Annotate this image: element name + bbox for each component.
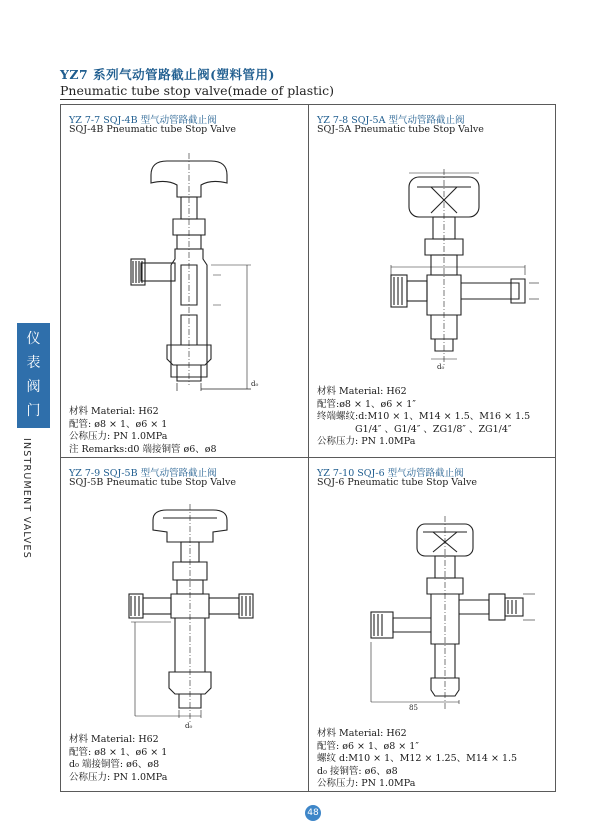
spec-pressure: 公称压力: PN 1.0MPa xyxy=(69,431,168,442)
dimension-label: d₀ xyxy=(185,722,193,730)
panel-title-cn: YZ 7-10 SQJ-6 型气动管路截止阀 xyxy=(317,468,464,479)
valve-drawing xyxy=(101,145,281,395)
spec-list xyxy=(317,386,530,449)
spec-list xyxy=(317,728,517,791)
spec-pressure: 公称压力: PN 1.0MPa xyxy=(317,436,416,447)
spec-thread: 终端螺纹:d:M10 × 1、M14 × 1.5、M16 × 1.5 xyxy=(317,411,531,422)
section-tab-char: 仪 xyxy=(26,331,41,347)
dimension-label: 85 xyxy=(409,704,418,712)
spec-pressure: 公称压力: PN 1.0MPa xyxy=(317,778,416,789)
spec-list xyxy=(69,406,217,456)
spec-pipe: 配管: ø8 × 1、ø6 × 1 xyxy=(69,418,168,430)
valve-drawing xyxy=(101,502,281,732)
spec-tube-end: d₀ 端接铜管: ø6、ø8 xyxy=(69,759,160,770)
spec-material: 材料 Material: H62 xyxy=(317,386,407,397)
spec-material: 材料 Material: H62 xyxy=(69,406,159,417)
spec-pipe: 配管: ø6 × 1、ø8 × 1″ xyxy=(317,740,419,752)
spec-remarks: 注 Remarks:d0 端接铜管 ø6、ø8 xyxy=(69,443,217,455)
panel-sqj-5b xyxy=(61,458,308,791)
product-grid xyxy=(60,104,556,792)
panel-sqj-5a xyxy=(309,105,555,457)
panel-title-cn: YZ 7-9 SQJ-5B 型气动管路截止阀 xyxy=(69,468,217,479)
panel-sqj-6 xyxy=(309,458,555,791)
valve-drawing xyxy=(369,165,549,375)
spec-list xyxy=(69,734,167,784)
spec-pipe: 配管:ø8 × 1、ø6 × 1″ xyxy=(317,398,416,410)
page-number: 48 xyxy=(305,805,321,821)
dimension-label: d₀ xyxy=(437,363,445,371)
spec-tube-end: d₀ 接铜管: ø6、ø8 xyxy=(317,765,398,777)
spec-pipe: 配管: ø8 × 1、ø6 × 1 xyxy=(69,746,168,758)
section-tab-char: 门 xyxy=(26,403,41,419)
section-tab-char: 表 xyxy=(26,355,41,371)
spec-thread-cont: G1/4″ 、G1/4″ 、ZG1/8″ 、ZG1/4″ xyxy=(355,423,512,435)
panel-title-en: SQJ-6 Pneumatic tube Stop Valve xyxy=(317,477,477,488)
panel-title-cn: YZ 7-7 SQJ-4B 型气动管路截止阀 xyxy=(69,115,217,126)
section-tab-char: 阀 xyxy=(26,379,41,395)
page-title-cn: YZ7 系列气动管路截止阀(塑料管用) xyxy=(60,67,275,82)
spec-pressure: 公称压力: PN 1.0MPa xyxy=(69,771,168,783)
spec-thread: 螺纹 d:M10 × 1、M12 × 1.25、M14 × 1.5 xyxy=(317,753,518,764)
page-title-en: Pneumatic tube stop valve(made of plastic) xyxy=(60,83,335,98)
valve-drawing xyxy=(349,514,549,714)
section-label-en: INSTRUMENT VALVES xyxy=(21,438,32,559)
panel-sqj-4b xyxy=(61,105,308,457)
panel-title-cn: YZ 7-8 SQJ-5A 型气动管路截止阀 xyxy=(317,115,465,126)
panel-title-en: SQJ-5B Pneumatic tube Stop Valve xyxy=(69,477,236,488)
panel-title-en: SQJ-4B Pneumatic tube Stop Valve xyxy=(69,124,236,135)
spec-material: 材料 Material: H62 xyxy=(69,734,159,745)
spec-material: 材料 Material: H62 xyxy=(317,728,407,739)
dimension-label: d₀ xyxy=(251,380,259,388)
panel-title-en: SQJ-5A Pneumatic tube Stop Valve xyxy=(317,124,484,135)
title-underline xyxy=(60,99,278,100)
section-tab xyxy=(17,323,50,428)
